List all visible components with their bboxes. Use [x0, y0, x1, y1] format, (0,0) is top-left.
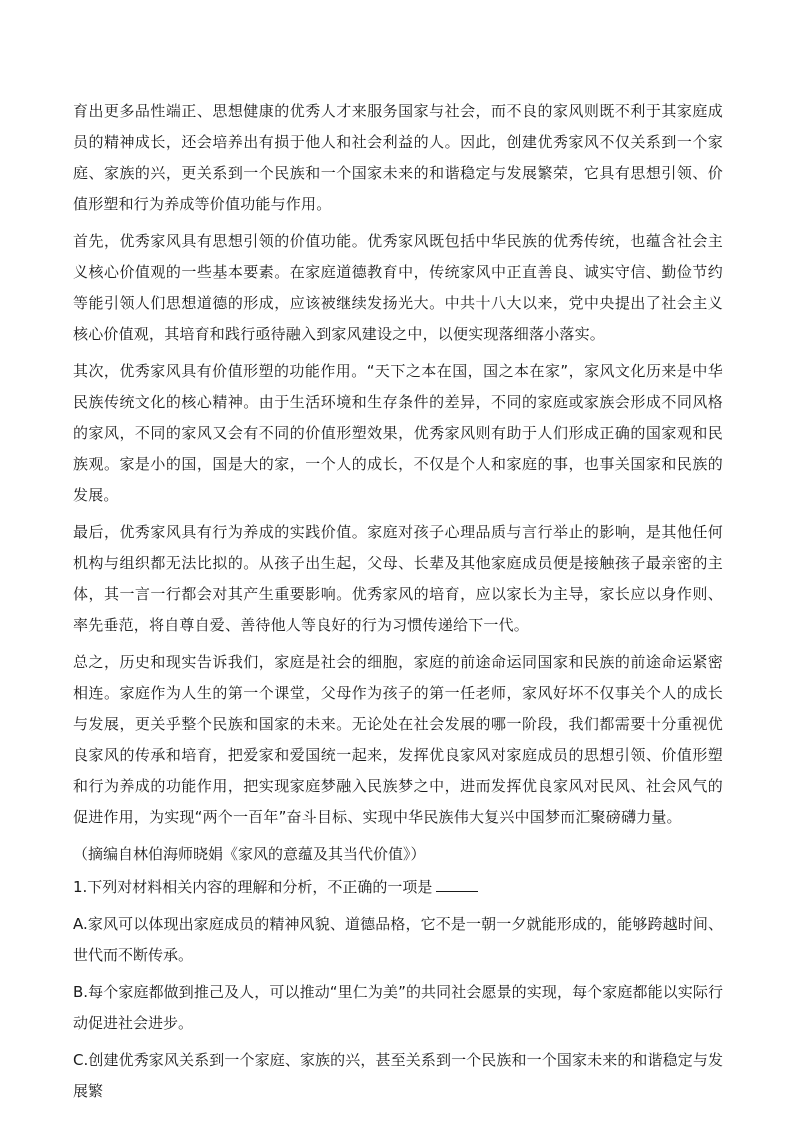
question-stem: 1.下列对材料相关内容的理解和分析，不正确的一项是	[73, 878, 433, 896]
article-paragraph-2: 首先，优秀家风具有思想引领的价值功能。优秀家风既包括中华民族的优秀传统，也蕴含社会主义核心价值观的一些基本要素。在家庭道德教育中，传统家风中正直善良、诚实守信、勤俭节约等能引领人们思想道德的形成，应该被继续发扬光大。中共十八大以来，党中央提出了社会主义核心价值观，其培育和践行亟待融入到家风建设之中，以便实现落细落小落实。	[73, 232, 723, 343]
question-stem-line	[73, 872, 723, 903]
article-paragraph-3: 其次，优秀家风具有价值形塑的功能作用。“天下之本在国，国之本在家”，家风文化历来是中华民族传统文化的核心精神。由于生活环境和生存条件的差异，不同的家庭或家族会形成不同风格的家风，不同的家风又会有不同的价值形塑效果，优秀家风则有助于人们形成正确的国家观和民族观。家是小的国，国是大的家，一个人的成长，不仅是个人和家庭的事，也事关国家和民族的发展。	[73, 362, 723, 504]
document-page	[73, 96, 723, 1113]
article-source: （摘编自林伯海师晓娟《家风的意蕴及其当代价值》）	[73, 845, 426, 863]
article-paragraph-1: 育出更多品性端正、思想健康的优秀人才来服务国家与社会，而不良的家风则既不利于其家庭成员的精神成长，还会培养出有损于他人和社会利益的人。因此，创建优秀家风不仅关系到一个家庭、家族的兴，更关系到一个民族和一个国家未来的和谐稳定与发展繁荣，它具有思想引领、价值形塑和行为养成等价值功能与作用。	[73, 102, 723, 213]
article-paragraph-4: 最后，优秀家风具有行为养成的实践价值。家庭对孩子心理品质与言行举止的影响，是其他任何机构与组织都无法比拟的。从孩子出生起，父母、长辈及其他家庭成员便是接触孩子最亲密的主体，其一言一行都会对其产生重要影响。优秀家风的培育，应以家长为主导，家长应以身作则、率先垂范，将自尊自爱、善待他人等良好的行为习惯传递给下一代。	[73, 523, 723, 634]
article-paragraph-5: 总之，历史和现实告诉我们，家庭是社会的细胞，家庭的前途命运同国家和民族的前途命运紧密相连。家庭作为人生的第一个课堂，父母作为孩子的第一任老师，家风好坏不仅事关个人的成长与发展，更关乎整个民族和国家的未来。无论处在社会发展的哪一阶段，我们都需要十分重视优良家风的传承和培育，把爱家和爱国统一起来，发挥优良家风对家庭成员的思想引领、价值形塑和行为养成的功能作用，把实现家庭梦融入民族梦之中，进而发挥优良家风对民风、社会风气的促进作用，为实现“两个一百年”奋斗目标、实现中华民族伟大复兴中国梦而汇聚磅礴力量。	[73, 653, 723, 826]
option-c: C.创建优秀家风关系到一个家庭、家族的兴，甚至关系到一个民族和一个国家未来的和谐稳定与发展繁	[73, 1051, 723, 1100]
answer-blank	[436, 877, 478, 892]
option-a: A.家风可以体现出家庭成员的精神风貌、道德品格，它不是一朝一夕就能形成的，能够跨越时间、世代而不断传承。	[73, 915, 723, 964]
option-b: B.每个家庭都做到推己及人，可以推动“里仁为美”的共同社会愿景的实现，每个家庭都能以实际行动促进社会进步。	[73, 983, 723, 1032]
